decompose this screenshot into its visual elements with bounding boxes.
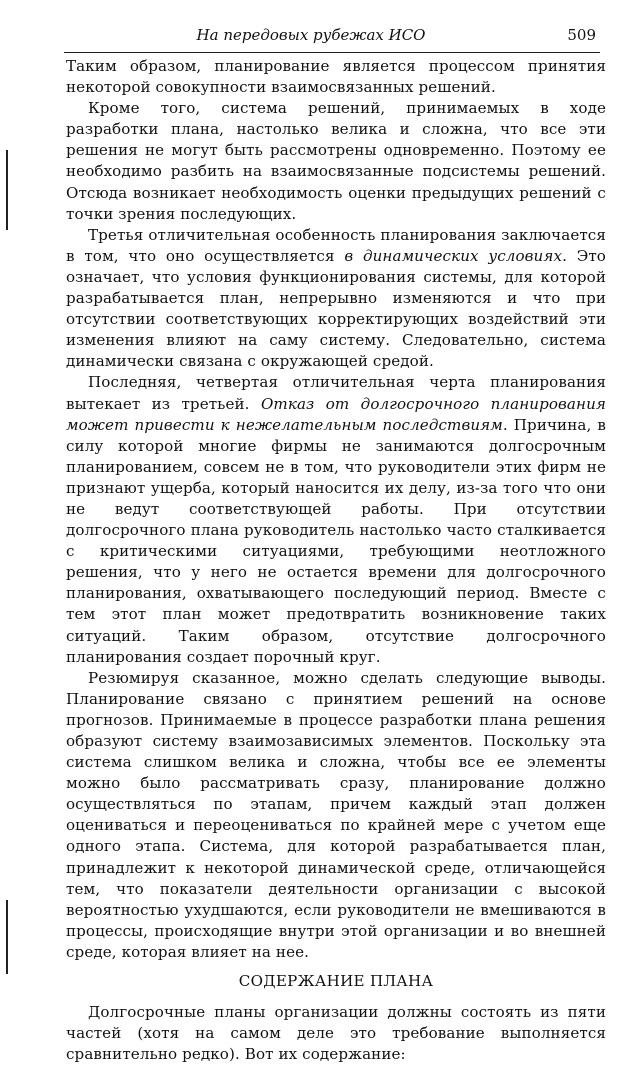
paragraph: Таким образом, планирование является процессом принятия некоторой совокупности взаимосвязанных решений. [66, 57, 606, 97]
paragraph-text: . Причина, в силу которой многие фирмы не занимаются долгосрочным планированием, совсем не в том, что руководители этих фирм не признают ущерба, который наносится их делу, из-за того что они не ведут соответствующей работы. При отсутствии долгосрочного плана руководитель настолько часто сталкивается с критическими ситуациями, требующими неотложного решения, что у него не остается времени для долгосрочного планирования, охватывающего последующий период. Вместе с тем этот план может предотвратить возникновение таких ситуаций. Таким образом, отсутствие долгосрочного планирования создает порочный круг. [66, 415, 606, 666]
margin-line [6, 900, 8, 974]
running-header [64, 22, 600, 53]
paragraph: Долгосрочные планы организации должны состоять из пяти частей (хотя на самом деле это требование выполняется сравнительно редко). Вот их содержание: [66, 1003, 606, 1064]
italic-phrase: Отказ от долгосрочного планирования может привести к нежелательным последствиям [66, 394, 606, 434]
page-number: 509 [567, 26, 596, 44]
paragraph: Кроме того, система решений, принимаемых в ходе разработки плана, настолько велика и сложна, что все эти решения не могут быть рассмотрены одновременно. Поэтому ее необходимо разбить на взаимосвязанные подсистемы решений. Отсюда возникает необходимость оценки предыдущих решений с точки зрения последующих. [66, 99, 606, 223]
italic-phrase: в динамических условиях [344, 246, 563, 265]
body-text [66, 56, 606, 1065]
paragraph: Резюмируя сказанное, можно сделать следующие выводы. Планирование связано с принятием решений на основе прогнозов. Принимаемые в процессе разработки плана решения образуют систему взаимозависимых элементов. Поскольку эта система слишком велика и сложна, чтобы все ее элементы можно было рассматривать сразу, планирование должно осуществляться по этапам, причем каждый этап должен оцениваться и переоцениваться по крайней мере с учетом еще одного этапа. Система, для которой разрабатывается план, принадлежит к некоторой динамической среде, отличающейся тем, что показатели деятельности организации с высокой вероятностью ухудшаются, если руководители не вмешиваются в процессы, происходящие внутри этой организации и во внешней среде, которая влияет на нее. [66, 668, 606, 961]
section-heading: СОДЕРЖАНИЕ ПЛАНА [238, 972, 434, 991]
margin-line [6, 150, 8, 230]
paragraph-text: Последняя, четвертая отличительная черта планирования вытекает из третьей. [66, 373, 606, 413]
paragraph [66, 372, 606, 667]
paragraph-text: Третья отличительная особенность планирования заключается в том, что оно осуществляется [66, 225, 606, 265]
paragraph-text: . Это означает, что условия функционирования системы, для которой разрабатывается план, непрерывно изменяются и что при отсутствии соответствующих корректирующих воздействий эти изменения влияют на саму систему. Следовательно, система динамически связана с окружающей средой. [66, 246, 606, 371]
header-title: На передовых рубежах ИСО [196, 26, 426, 44]
paragraph [66, 225, 606, 373]
